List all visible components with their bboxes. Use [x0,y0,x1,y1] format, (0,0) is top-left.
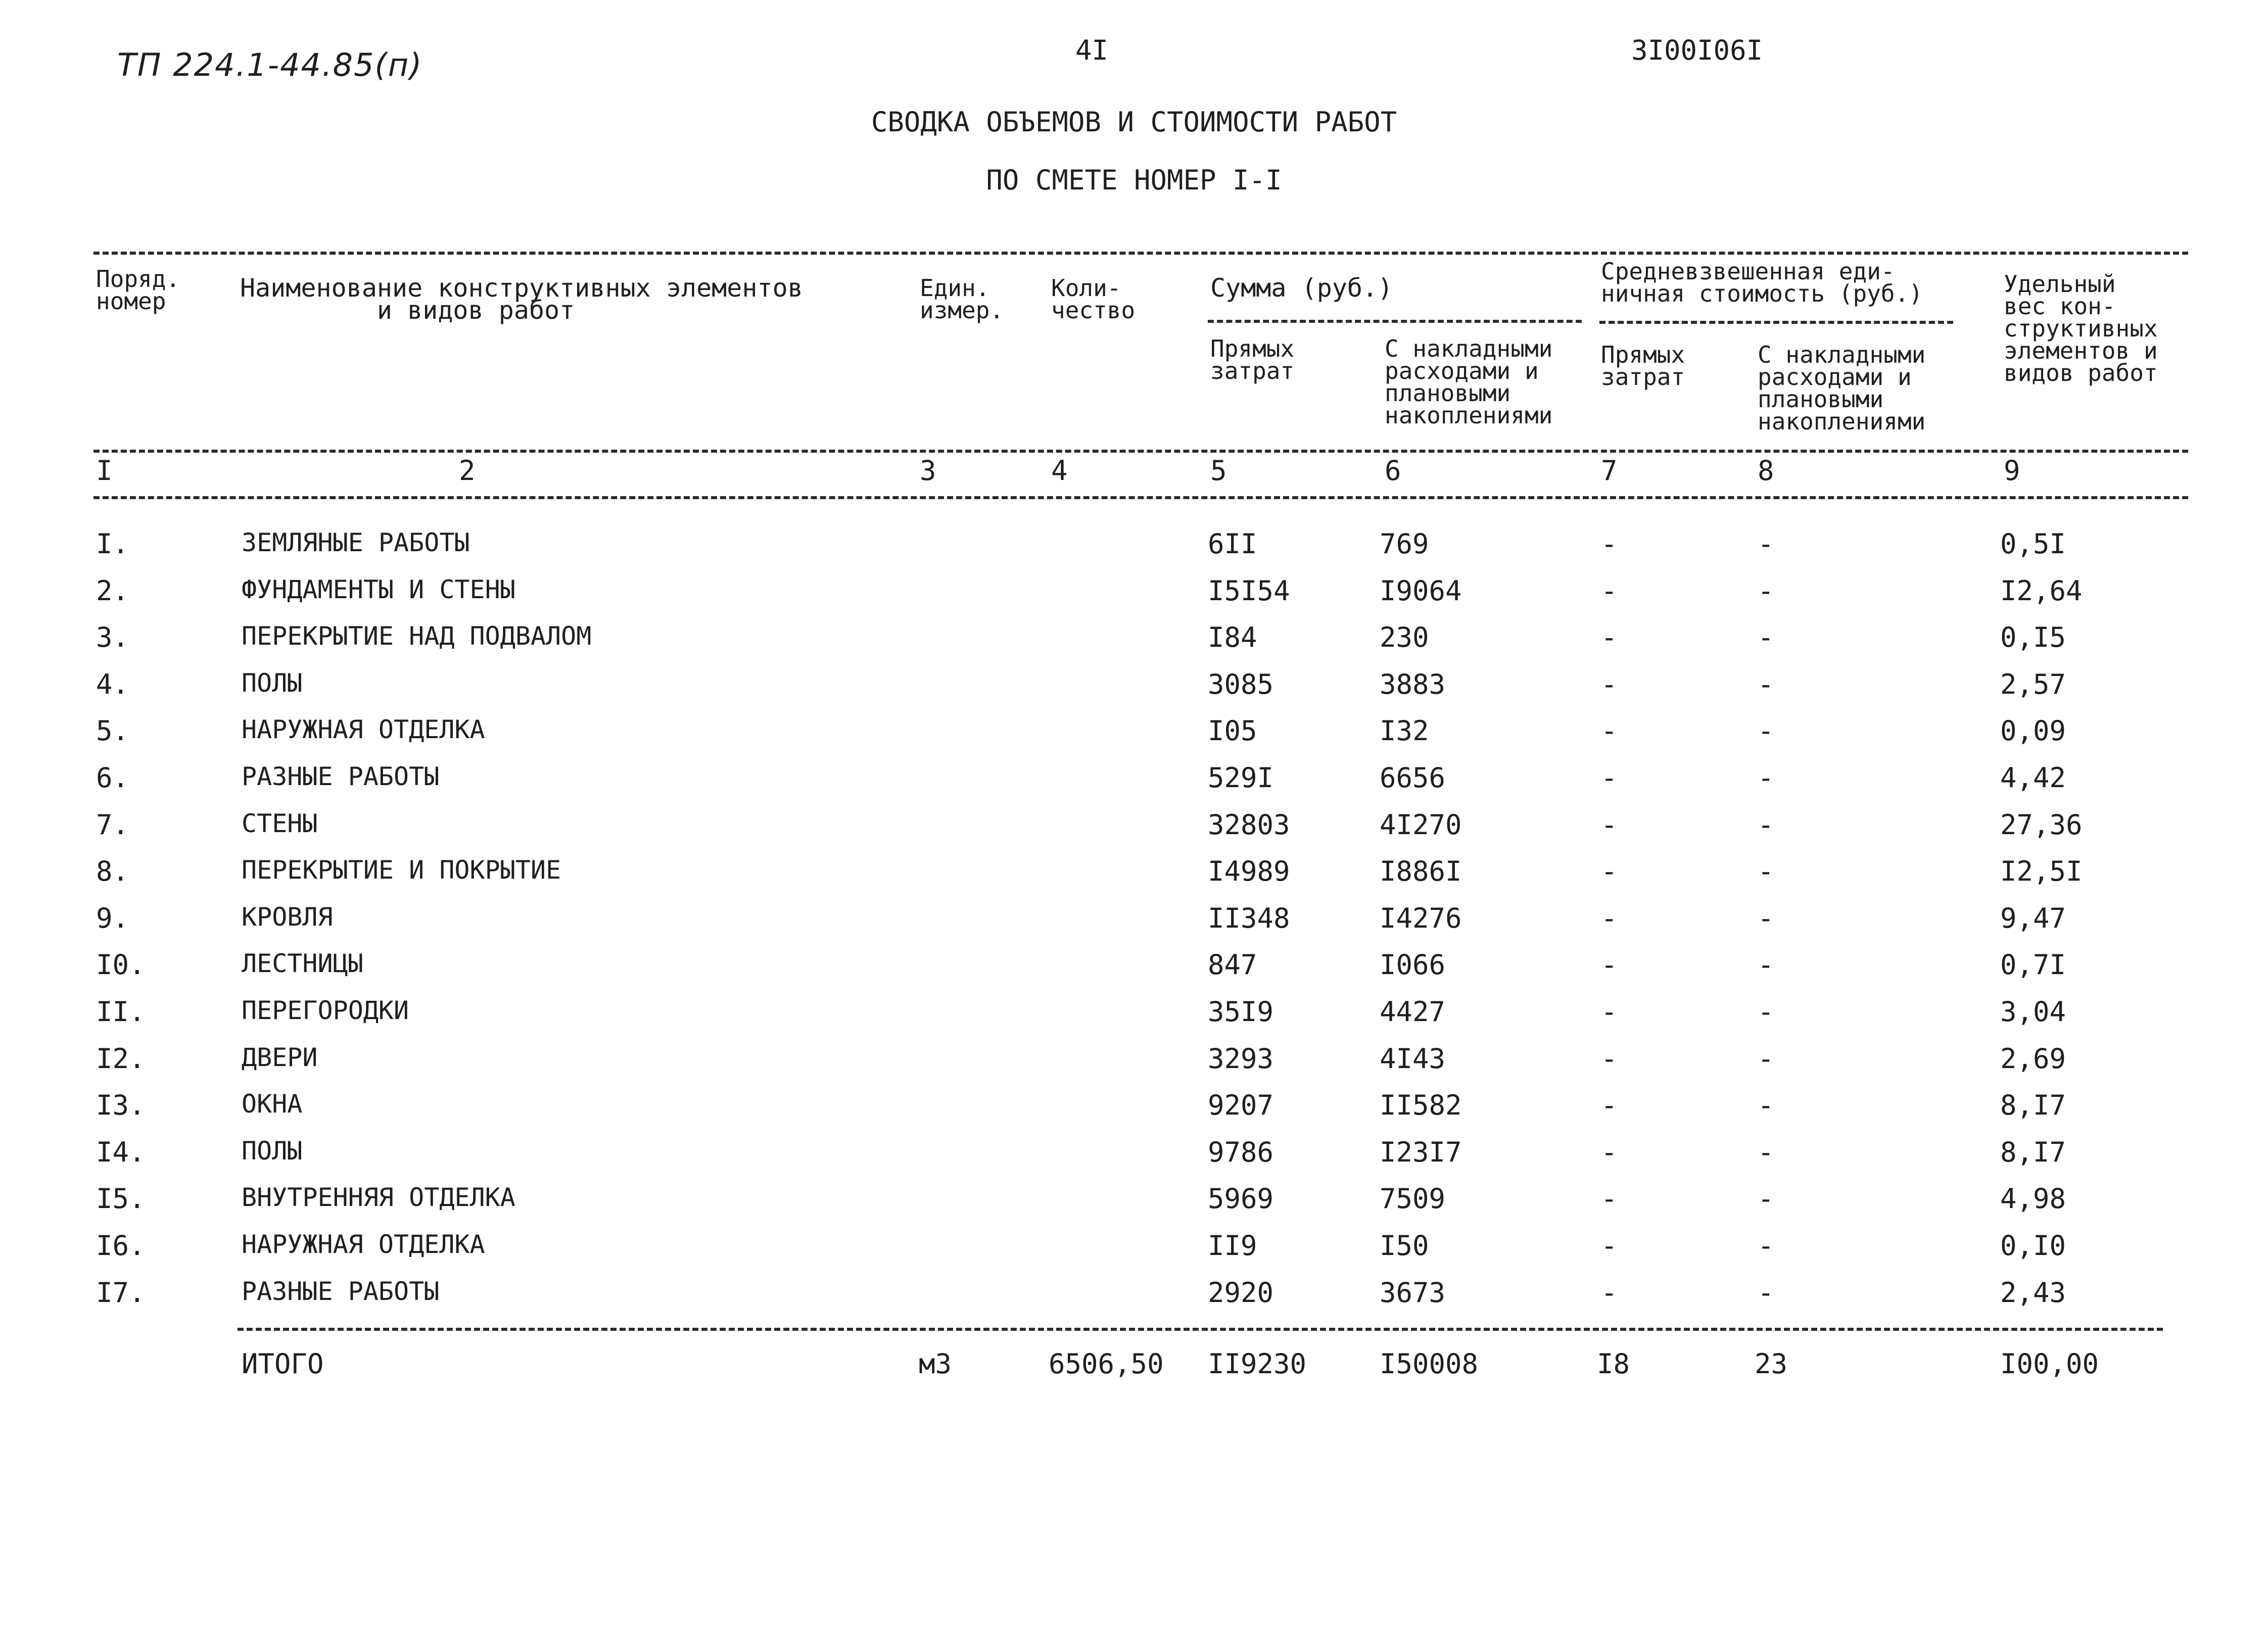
row-weight: 8,I7 [2000,1136,2066,1168]
row-weight: 0,7I [2000,949,2066,981]
total-avg-direct: I8 [1597,1348,1630,1380]
row-sum-direct: I4989 [1208,855,1290,887]
drawing-stamp: ТП 224.1-44.85(п) [117,46,423,83]
column-number: 4 [1051,455,1068,487]
row-name: ФУНДАМЕНТЫ И СТЕНЫ [242,575,515,604]
row-number: I4. [96,1136,146,1168]
row-name: РАЗНЫЕ РАБОТЫ [242,762,440,791]
row-avg-direct: - [1601,902,1618,934]
row-avg-overhead: - [1758,902,1774,934]
row-sum-direct: 3293 [1208,1043,1274,1075]
row-avg-direct: - [1601,855,1618,887]
row-number: I2. [96,1043,146,1075]
row-avg-direct: - [1601,1136,1618,1168]
row-number: 2. [96,575,129,607]
row-sum-overhead: 4I270 [1380,809,1462,841]
row-number: I7. [96,1277,146,1309]
column-header-quantity: Коли- чество [1051,274,1136,324]
row-sum-direct: I84 [1208,621,1257,653]
column-header-unit: Един. измер. [920,274,1004,324]
page-title: СВОДКА ОБЪЕМОВ И СТОИМОСТИ РАБОТ [871,106,1397,138]
row-name: КРОВЛЯ [242,902,333,932]
row-sum-overhead: I32 [1380,715,1429,747]
row-avg-direct: - [1601,762,1618,794]
row-sum-overhead: 3883 [1380,668,1446,700]
row-weight: 4,98 [2000,1183,2066,1215]
column-header-avg-direct: Прямых затрат [1601,341,1685,391]
row-sum-direct: 2920 [1208,1277,1274,1309]
total-sum-overhead: I50008 [1380,1348,1479,1380]
row-sum-direct: 9207 [1208,1089,1274,1121]
row-name: НАРУЖНАЯ ОТДЕЛКА [242,1230,485,1259]
row-weight: 0,5I [2000,528,2066,560]
row-sum-overhead: I9064 [1380,575,1462,607]
row-number: 4. [96,668,129,700]
row-number: 8. [96,855,129,887]
row-weight: 2,57 [2000,668,2066,700]
row-name: ЗЕМЛЯНЫЕ РАБОТЫ [242,528,470,557]
row-avg-direct: - [1601,715,1618,747]
row-sum-overhead: II582 [1380,1089,1462,1121]
column-number: 2 [459,455,476,487]
row-sum-overhead: I886I [1380,855,1462,887]
row-sum-overhead: 7509 [1380,1183,1446,1215]
row-weight: 3,04 [2000,996,2066,1028]
row-avg-overhead: - [1758,762,1774,794]
row-sum-direct: II9 [1208,1230,1257,1262]
row-avg-direct: - [1601,1183,1618,1215]
row-name: РАЗНЫЕ РАБОТЫ [242,1277,440,1306]
column-number: 6 [1385,455,1401,487]
total-sum-direct: II9230 [1208,1348,1307,1380]
column-number: 5 [1210,455,1227,487]
row-weight: 9,47 [2000,902,2066,934]
row-sum-direct: 847 [1208,949,1257,981]
row-avg-direct: - [1601,1230,1618,1262]
row-avg-overhead: - [1758,1277,1774,1309]
row-avg-overhead: - [1758,1089,1774,1121]
row-name: ПОЛЫ [242,1136,303,1166]
row-number: 7. [96,809,129,841]
row-sum-overhead: 769 [1380,528,1429,560]
column-header-weight: Удельный вес кон- структивных элементов и видов работ [2004,270,2158,387]
page-number: 4I [1075,34,1109,66]
row-sum-overhead: I23I7 [1380,1136,1462,1168]
row-weight: I2,64 [2000,575,2083,607]
row-sum-direct: 35I9 [1208,996,1274,1028]
column-numbers-rule [93,496,2188,499]
column-header-avg-group: Средневзвешенная еди- ничная стоимость (руб.) [1601,258,1923,307]
row-avg-direct: - [1601,1043,1618,1075]
row-sum-overhead: 3673 [1380,1277,1446,1309]
row-name: ПЕРЕГОРОДКИ [242,996,409,1025]
row-name: НАРУЖНАЯ ОТДЕЛКА [242,715,485,744]
row-number: 3. [96,621,129,653]
row-avg-overhead: - [1758,949,1774,981]
row-sum-direct: 6II [1208,528,1257,560]
row-weight: 0,I0 [2000,1230,2066,1262]
row-avg-overhead: - [1758,1183,1774,1215]
header-bottom-rule [93,450,2188,453]
row-avg-direct: - [1601,528,1618,560]
row-avg-overhead: - [1758,621,1774,653]
row-avg-overhead: - [1758,575,1774,607]
row-sum-overhead: I4276 [1380,902,1462,934]
row-sum-direct: 529I [1208,762,1274,794]
row-avg-overhead: - [1758,809,1774,841]
row-avg-direct: - [1601,949,1618,981]
column-header-sum-group: Сумма (руб.) [1210,273,1393,303]
row-avg-overhead: - [1758,668,1774,700]
row-avg-overhead: - [1758,1136,1774,1168]
row-avg-direct: - [1601,1277,1618,1309]
row-avg-direct: - [1601,996,1618,1028]
column-number: 9 [2004,455,2020,487]
row-avg-direct: - [1601,668,1618,700]
row-sum-direct: 5969 [1208,1183,1274,1215]
row-number: 5. [96,715,129,747]
row-sum-overhead: I50 [1380,1230,1429,1262]
column-number: I [96,455,113,487]
row-number: II. [96,996,146,1028]
total-rule [238,1328,2163,1331]
row-name: ВНУТРЕННЯЯ ОТДЕЛКА [242,1183,515,1212]
row-sum-direct: 32803 [1208,809,1290,841]
column-header-order: Поряд. номер [96,265,180,315]
row-avg-direct: - [1601,621,1618,653]
row-name: ДВЕРИ [242,1043,318,1072]
sum-group-rule [1208,320,1582,323]
row-number: 6. [96,762,129,794]
row-name: СТЕНЫ [242,809,318,838]
row-weight: 0,I5 [2000,621,2066,653]
column-header-sum-direct: Прямых затрат [1210,335,1295,384]
page-subtitle: ПО СМЕТЕ НОМЕР I-I [986,164,1282,196]
row-sum-direct: I05 [1208,715,1257,747]
row-weight: 2,43 [2000,1277,2066,1309]
row-avg-overhead: - [1758,855,1774,887]
row-sum-overhead: 4427 [1380,996,1446,1028]
row-weight: 2,69 [2000,1043,2066,1075]
column-header-sum-overhead: С накладными расходами и плановыми накоплениями [1385,335,1553,429]
row-sum-direct: 3085 [1208,668,1274,700]
row-number: I3. [96,1089,146,1121]
row-sum-overhead: 230 [1380,621,1429,653]
row-number: I0. [96,949,146,981]
row-name: ОКНА [242,1089,303,1119]
row-name: ПЕРЕКРЫТИЕ И ПОКРЫТИЕ [242,855,561,885]
document-code: 3I00I06I [1631,34,1763,66]
row-avg-overhead: - [1758,528,1774,560]
row-avg-overhead: - [1758,1043,1774,1075]
row-weight: 0,09 [2000,715,2066,747]
column-header-name: Наименование конструктивных элементов и видов работ [240,273,803,325]
row-avg-direct: - [1601,1089,1618,1121]
row-name: ПЕРЕКРЫТИЕ НАД ПОДВАЛОМ [242,621,592,651]
row-weight: 4,42 [2000,762,2066,794]
row-name: ПОЛЫ [242,668,303,698]
row-weight: 27,36 [2000,809,2083,841]
row-weight: 8,I7 [2000,1089,2066,1121]
row-number: I5. [96,1183,146,1215]
column-number: 7 [1601,455,1618,487]
column-number: 3 [920,455,936,487]
row-avg-overhead: - [1758,1230,1774,1262]
total-label: ИТОГО [242,1348,324,1380]
row-avg-overhead: - [1758,996,1774,1028]
row-number: I6. [96,1230,146,1262]
column-number: 8 [1758,455,1774,487]
row-weight: I2,5I [2000,855,2083,887]
total-quantity: 6506,50 [1049,1348,1164,1380]
row-avg-direct: - [1601,809,1618,841]
table-top-rule [93,252,2188,255]
row-avg-overhead: - [1758,715,1774,747]
row-name: ЛЕСТНИЦЫ [242,949,363,978]
column-header-avg-overhead: С накладными расходами и плановыми накоплениями [1758,341,1926,435]
total-unit: м3 [919,1348,952,1380]
row-sum-direct: 9786 [1208,1136,1274,1168]
row-sum-overhead: 4I43 [1380,1043,1446,1075]
avg-group-rule [1599,321,1953,324]
row-sum-direct: II348 [1208,902,1290,934]
total-weight: I00,00 [2000,1348,2099,1380]
row-sum-overhead: I066 [1380,949,1446,981]
row-number: 9. [96,902,129,934]
row-number: I. [96,528,129,560]
row-sum-direct: I5I54 [1208,575,1290,607]
row-avg-direct: - [1601,575,1618,607]
row-sum-overhead: 6656 [1380,762,1446,794]
total-avg-overhead: 23 [1755,1348,1788,1380]
